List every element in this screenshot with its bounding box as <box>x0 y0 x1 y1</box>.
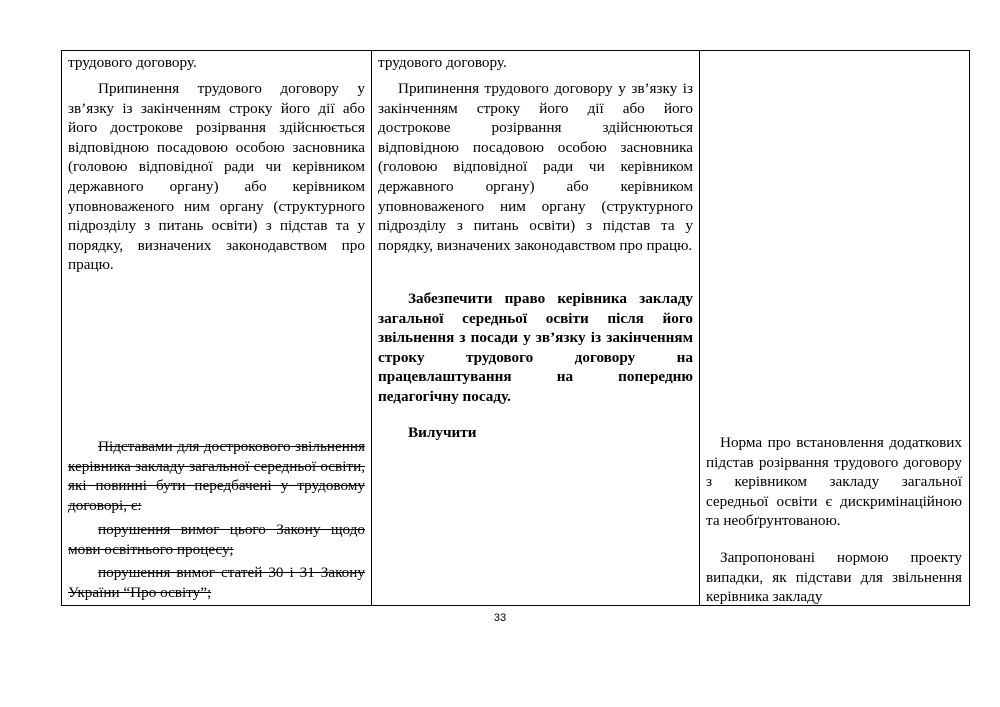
page-number: 33 <box>493 612 507 624</box>
current-p1: трудового договору. <box>68 54 197 71</box>
proposed-p3: Забезпечити право керівника закладу загальної середньої освіти після його звільнення з посади у зв’язку із закінченням строку трудового договору на працевлаштування на попередню педагогічну посаду. <box>378 290 693 405</box>
current-p4-struck: порушення вимог цього Закону щодо мови освітнього процесу; <box>68 521 365 558</box>
current-p3-struck: Підставами для дострокового звільнення керівника закладу загальної середньої освіти, які повинні бути передбачені у трудовому договорі, є: <box>68 438 365 514</box>
column-current-text <box>62 51 372 605</box>
comparison-table <box>61 50 970 606</box>
column-comment <box>700 51 969 605</box>
proposed-p1: трудового договору. <box>378 54 507 71</box>
column-proposed-text <box>372 51 700 605</box>
proposed-p4: Вилучити <box>408 424 477 441</box>
comment-p2: Запропоновані нормою проекту випадки, як підстави для звільнення керівника закладу <box>706 549 962 606</box>
proposed-p2: Припинення трудового договору у зв’язку із закінченням строку його дії або його дострокове розірвання здійснюються відповідною посадовою особою засновника (головою відповідної ради чи керівником державного органу) або керівником уповноваженого ним органу (структурного підрозділу з питань освіти) з підстав та у порядку, визначених законодавством про працю. <box>378 80 693 254</box>
current-p2: Припинення трудового договору у зв’язку із закінченням строку його дії або його дострокове розірвання здійснюється відповідною посадовою особою засновника (головою відповідної ради чи керівником державного органу) або керівником уповноваженого ним органу (структурного підрозділу з питань освіти) з підстав та у порядку, визначених законодавством про працю. <box>68 80 365 274</box>
current-p5-struck: порушення вимог статей 30 і 31 Закону України “Про освіту”; <box>68 564 365 601</box>
comment-p1: Норма про встановлення додаткових підстав розірвання трудового договору з керівником закладу загальної середньої освіти є дискримінаційною та необґрунтованою. <box>706 434 962 530</box>
